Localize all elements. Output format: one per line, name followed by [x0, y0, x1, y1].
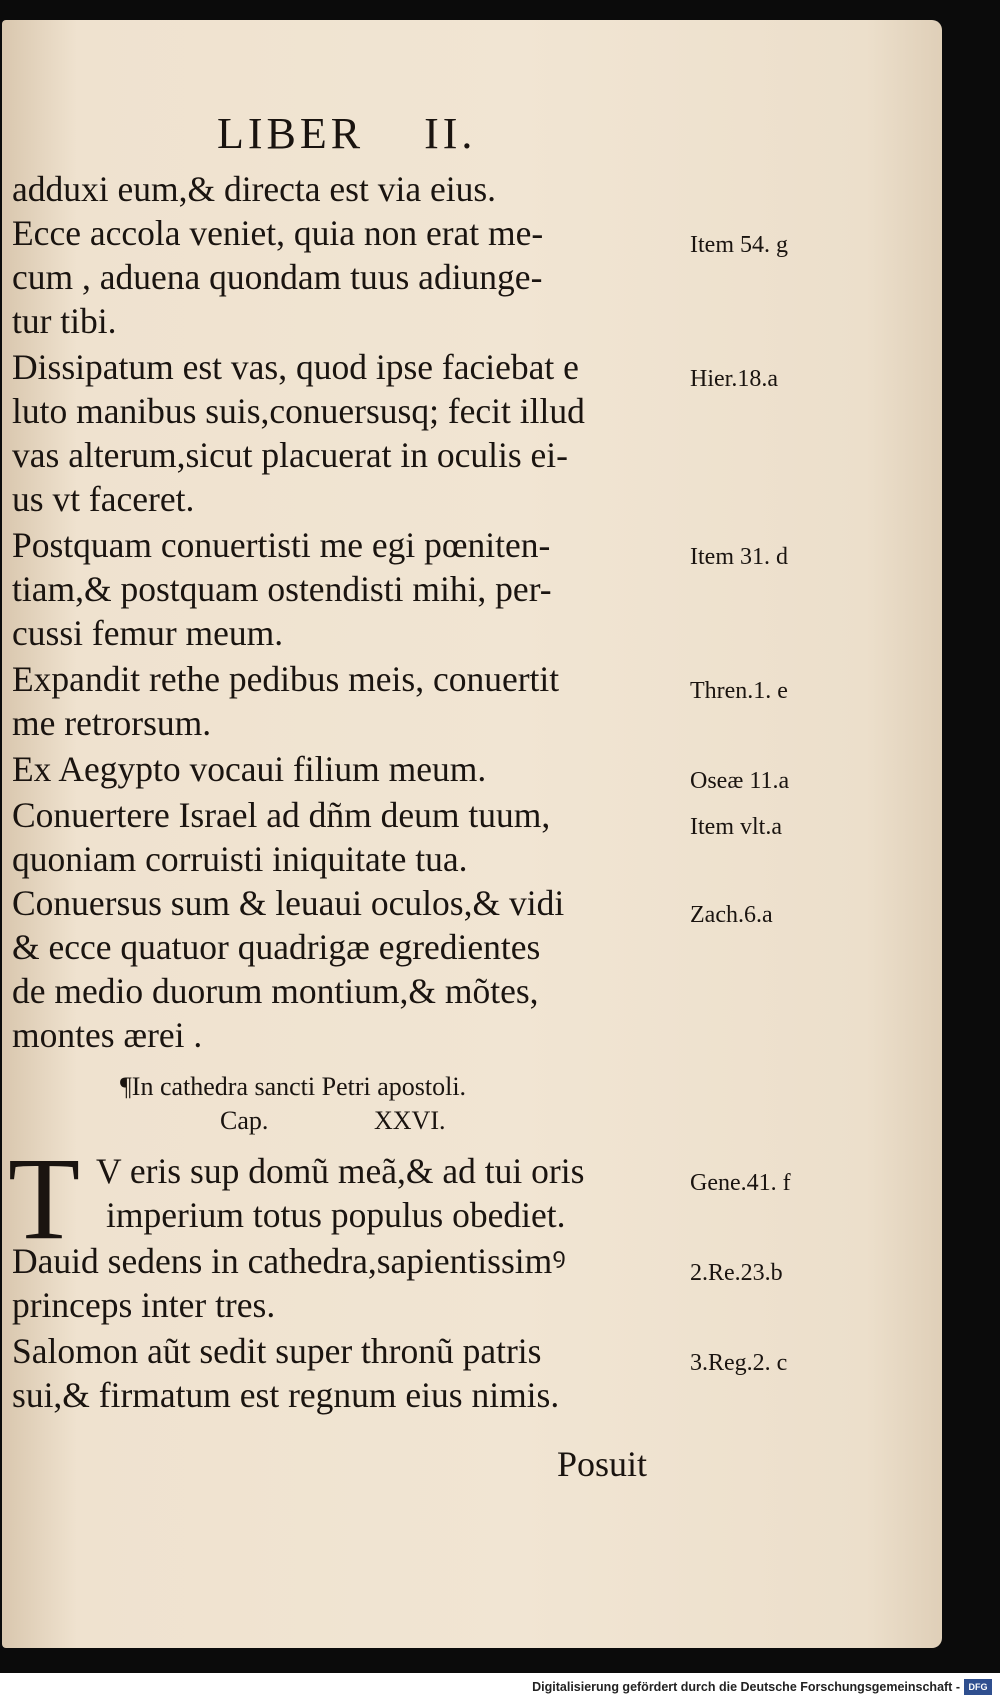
text-line: V eris sup domũ meã,& ad tui oris: [96, 1151, 585, 1191]
marginal-reference: Hier.18.a: [690, 366, 778, 392]
marginal-reference: Gene.41. f: [690, 1170, 791, 1196]
text-line: Salomon aũt sedit super thronũ patris: [12, 1331, 542, 1371]
text-line: Dissipatum est vas, quod ipse faciebat e: [12, 347, 579, 387]
text-line: Dauid sedens in cathedra,sapientissimꝰ: [12, 1241, 566, 1281]
text-line: us vt faceret.: [12, 479, 195, 519]
footer-credit: Digitalisierung gefördert durch die Deutsche Forschungsgemeinschaft -: [532, 1680, 960, 1694]
text-line: adduxi eum,& directa est via eius.: [12, 169, 497, 209]
text-line: Ex Aegypto vocaui filium meum.: [12, 749, 487, 789]
running-head-title: LIBER: [217, 109, 365, 158]
section-heading-number: XXVI.: [374, 1106, 446, 1135]
running-head: [217, 108, 476, 159]
marginal-reference: Zach.6.a: [690, 902, 773, 928]
text-line: vas alterum,sicut placuerat in oculis ei-: [12, 435, 568, 475]
running-head-folio: II.: [424, 109, 477, 158]
marginal-reference: Item vlt.a: [690, 814, 782, 840]
marginal-reference: Thren.1. e: [690, 678, 788, 704]
text-line: quoniam corruisti iniquitate tua.: [12, 839, 468, 879]
footer-bar: [0, 1673, 1000, 1703]
dfg-logo-icon: DFG: [964, 1679, 992, 1695]
text-line: me retrorsum.: [12, 703, 212, 743]
text-line: imperium totus populus obediet.: [106, 1195, 566, 1235]
text-line: cussi femur meum.: [12, 613, 284, 653]
section-heading: ¶In cathedra sancti Petri apostoli.: [120, 1072, 467, 1101]
marginal-reference: 2.Re.23.b: [690, 1260, 783, 1286]
text-line: cum , aduena quondam tuus adiunge-: [12, 257, 543, 297]
text-line: Postquam conuertisti me egi pœniten-: [12, 525, 551, 565]
text-line: tur tibi.: [12, 301, 117, 341]
book-page: [2, 20, 942, 1648]
section-heading-cap: Cap.: [220, 1106, 269, 1135]
text-line: sui,& firmatum est regnum eius nimis.: [12, 1375, 560, 1415]
marginal-reference: Oseæ 11.a: [690, 768, 790, 794]
text-line: de medio duorum montium,& mõtes,: [12, 971, 539, 1011]
marginal-reference: 3.Reg.2. c: [690, 1350, 788, 1376]
marginal-reference: Item 31. d: [690, 544, 788, 570]
text-line: tiam,& postquam ostendisti mihi, per-: [12, 569, 552, 609]
text-line: Expandit rethe pedibus meis, conuertit: [12, 659, 560, 699]
text-line: princeps inter tres.: [12, 1285, 276, 1325]
text-line: Conuertere Israel ad dñm deum tuum,: [12, 795, 551, 835]
text-line: & ecce quatuor quadrigæ egredientes: [12, 927, 541, 967]
text-line: luto manibus suis,conuersusq; fecit illud: [12, 391, 585, 431]
drop-cap: T: [8, 1133, 81, 1264]
text-line: Conuersus sum & leuaui oculos,& vidi: [12, 883, 565, 923]
catchword: Posuit: [557, 1444, 648, 1484]
text-line: Ecce accola veniet, quia non erat me-: [12, 213, 544, 253]
marginal-reference: Item 54. g: [690, 232, 788, 258]
text-line: montes ærei .: [12, 1015, 203, 1055]
